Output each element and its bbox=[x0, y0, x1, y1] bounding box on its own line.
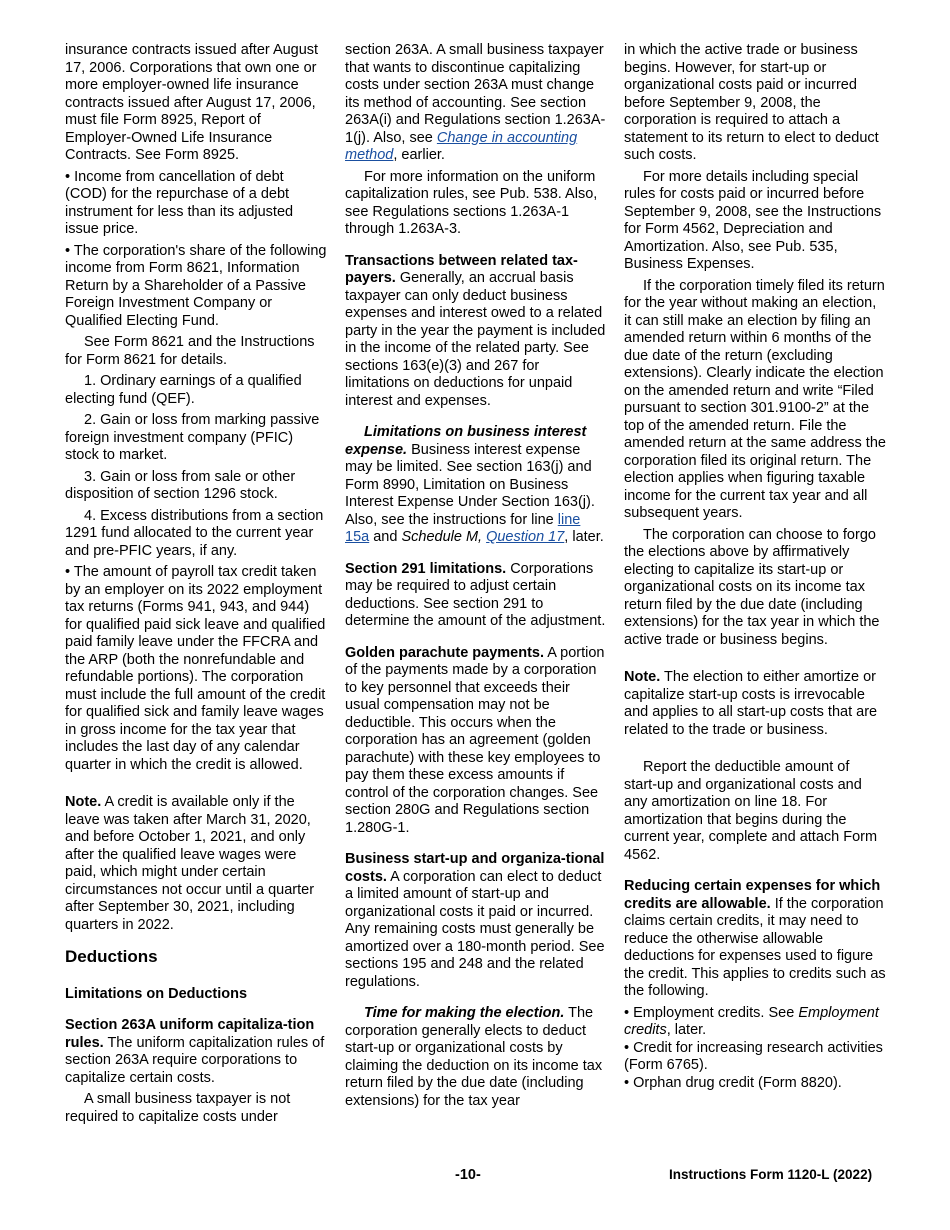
run-in-heading: Business start-up and organiza-tional costs. bbox=[345, 851, 605, 885]
employment-credits-ref: Employment credits bbox=[624, 1004, 879, 1038]
column-3 bbox=[624, 42, 886, 1096]
run-in-heading: Reducing certain expenses for which credits are allowable. bbox=[624, 878, 881, 912]
bullet-item: • The corporation's share of the following income from Form 8621, Information Return by a Shareholder of a Passive Foreign Investment Company or Qualified Electing Fund. bbox=[65, 242, 327, 329]
paragraph: The corporation can choose to forgo the elections above by affirmatively electing to capitalize its start-up or organizational costs on its income tax return filed by the due date (including extensions) for the tax year in which the active trade or business begins. bbox=[624, 526, 880, 648]
run-in-heading: Time for making the election. bbox=[364, 1005, 565, 1021]
paragraph-text: section 263A. A small business taxpayer that wants to discontinue capitalizing costs under section 263A must change its method of accounting. See section 263A(i) and Regulations section 1.263A-1(j). Also, see bbox=[345, 42, 606, 146]
paragraph: Report the deductible amount of start-up and organizational costs and any amortization on line 18. For amortization that begins during the current year, complete and attach Form 4562. bbox=[624, 759, 878, 863]
paragraph: See Form 8621 and the Instructions for Form 8621 for details. bbox=[65, 334, 315, 368]
paragraph: insurance contracts issued after August 17, 2006. Corporations that own one or more employer-owned life insurance contracts issued after August 17, 2006, must file Form 8925, Report of Employer-Owned Life Insurance Contracts. See Form 8925. bbox=[65, 42, 319, 163]
paragraph bbox=[345, 851, 607, 991]
paragraph: For more details including special rules for costs paid or incurred before September 9, 2008, see the Instructions for Form 4562, Depreciation and Amortization. Also, see Pub. 535, Business Expenses. bbox=[624, 168, 882, 272]
column-1 bbox=[65, 42, 327, 1130]
paragraph bbox=[345, 645, 607, 838]
paragraph: in which the active trade or business begins. However, for start-up or organizational costs paid or incurred before September 9, 2008, the corporation is required to attach a statement to its return to elect to deduct such costs. bbox=[624, 42, 879, 163]
note-label: Note. bbox=[624, 669, 661, 685]
note-paragraph bbox=[624, 669, 886, 739]
paragraph-text: If the corporation claims certain credits, it may need to reduce the otherwise allowable deductions for expenses used to figure the credit. This applies to credits such as the following. bbox=[624, 895, 886, 999]
paragraph bbox=[65, 1017, 327, 1087]
bullet-item: • Income from cancellation of debt (COD) for the repurchase of a debt instrument for less than its adjusted issue price. bbox=[65, 168, 294, 237]
question-17-link[interactable]: Question 17 bbox=[486, 529, 565, 545]
paragraph: A small business taxpayer is not required to capitalize costs under bbox=[65, 1091, 291, 1125]
paragraph-text: Generally, an accrual basis taxpayer can only deduct business expenses and interest owed to a related party in the year the payment is included in the income of the related party. See sections 163(e)(3) and 267 for limitations on deductions for unpaid interest and expenses. bbox=[345, 270, 606, 409]
subsection-heading: Limitations on Deductions bbox=[65, 985, 248, 1002]
paragraph-text: The corporation generally elects to deduct start-up or organizational costs by claiming the deduction on its income tax return filed by the due date (including extensions) for the tax year bbox=[345, 1005, 603, 1109]
run-in-heading: Transactions between related tax-payers. bbox=[345, 252, 578, 286]
bullet-text: , later. bbox=[666, 1022, 707, 1038]
numbered-item: 3. Gain or loss from sale or other disposition of section 1296 stock. bbox=[65, 468, 296, 502]
paragraph-text: A corporation can elect to deduct a limited amount of start-up and organizational costs it paid or incurred. Any remaining costs must generally be amortized over a 180-month period. See sections 195 and 248 and the related regulations. bbox=[345, 868, 605, 990]
note-label: Note. bbox=[65, 794, 102, 810]
paragraph-text: , later. bbox=[564, 529, 604, 545]
numbered-item: 1. Ordinary earnings of a qualified electing fund (QEF). bbox=[65, 373, 302, 407]
note-text: The election to either amortize or capitalize start-up costs is irrevocable and applies to all start-up costs that are related to the trade or business. bbox=[624, 669, 878, 738]
line-15a-link[interactable]: line 15a bbox=[345, 511, 581, 545]
paragraph bbox=[345, 1005, 607, 1110]
run-in-heading: Section 291 limitations. bbox=[345, 560, 507, 577]
paragraph bbox=[624, 878, 886, 1001]
paragraph-text: , earlier. bbox=[393, 147, 445, 163]
paragraph-text: The uniform capitalization rules of section 263A require corporations to capitalize certain costs. bbox=[65, 1034, 325, 1086]
paragraph: For more information on the uniform capitalization rules, see Pub. 538. Also, see Regulations sections 1.263A-1 through 1.263A-3. bbox=[345, 168, 598, 237]
schedule-m-text: Schedule M, bbox=[401, 529, 487, 545]
run-in-heading: Section 263A uniform capitaliza-tion rules. bbox=[65, 1017, 315, 1051]
change-accounting-method-link[interactable]: Change in accounting method bbox=[345, 129, 578, 163]
paragraph: If the corporation timely filed its return for the year without making an election, it can still make an election by filing an amended return within 6 months of the due date of the return (excluding extensions). Clearly indicate the election on the amended return and write “Filed pursuant to section 301.9100-2” at the top of the amended return. File the amended return at the same address the corporation filed its original return. The election applies when figuring taxable income for the current tax year and all subsequent years. bbox=[624, 277, 886, 521]
column-2 bbox=[345, 42, 607, 1114]
note-text: A credit is available only if the leave was taken after March 31, 2020, and before October 1, 2021, and only after the qualified leave wages were paid, which might under certain circumstances not occur until a quarter after September 30, 2021, including quarters in 2022. bbox=[65, 794, 315, 933]
section-heading: Deductions bbox=[65, 947, 158, 966]
form-title: Instructions Form 1120-L (2022) bbox=[669, 1167, 873, 1182]
paragraph bbox=[345, 561, 607, 631]
numbered-item: 2. Gain or loss from marking passive foreign investment company (PFIC) stock to market. bbox=[65, 412, 320, 463]
note-paragraph bbox=[65, 794, 327, 934]
bullet-item bbox=[624, 1005, 886, 1040]
page-number: -10- bbox=[455, 1167, 481, 1183]
paragraph bbox=[345, 424, 607, 547]
paragraph-text: and bbox=[369, 529, 402, 545]
run-in-heading: Limitations on business interest expense. bbox=[345, 424, 587, 458]
paragraph bbox=[345, 253, 607, 411]
bullet-item: • Credit for increasing research activities (Form 6765). bbox=[624, 1039, 883, 1073]
numbered-item: 4. Excess distributions from a section 1291 fund allocated to the current year and pre-PFIC years, if any. bbox=[65, 507, 324, 559]
bullet-text: • Employment credits. See bbox=[624, 1004, 799, 1021]
run-in-heading: Golden parachute payments. bbox=[345, 644, 545, 661]
paragraph-text: Corporations may be required to adjust certain deductions. See section 291 to determine the amount of the adjustment. bbox=[345, 560, 606, 629]
bullet-item: • Orphan drug credit (Form 8820). bbox=[624, 1074, 842, 1091]
paragraph bbox=[345, 42, 607, 165]
paragraph-text: A portion of the payments made by a corporation to key personnel that exceeds their usual compensation may not be deductible. This occurs when the corporation has an agreement (golden parachute) with these key employees to pay them these excess amounts if control of the corporation changes. See section 280G and Regulations section 1.280G-1. bbox=[345, 644, 605, 836]
bullet-item: • The amount of payroll tax credit taken by an employer on its 2022 employment tax returns (Forms 941, 943, and 944) for qualified paid sick leave and qualified paid family leave under the FFCRA and the ARP (both the nonrefundable and refundable portions). The corporation must include the full amount of the credit for qualified sick and family leave wages in gross income for the tax year that includes the last day of any calendar quarter in which the credit is allowed. bbox=[65, 564, 326, 773]
paragraph-text: Business interest expense may be limited. See section 163(j) and Form 8990, Limitation on Business Interest Expense Under Section 163(j). Also, see the instructions for line bbox=[345, 441, 595, 528]
